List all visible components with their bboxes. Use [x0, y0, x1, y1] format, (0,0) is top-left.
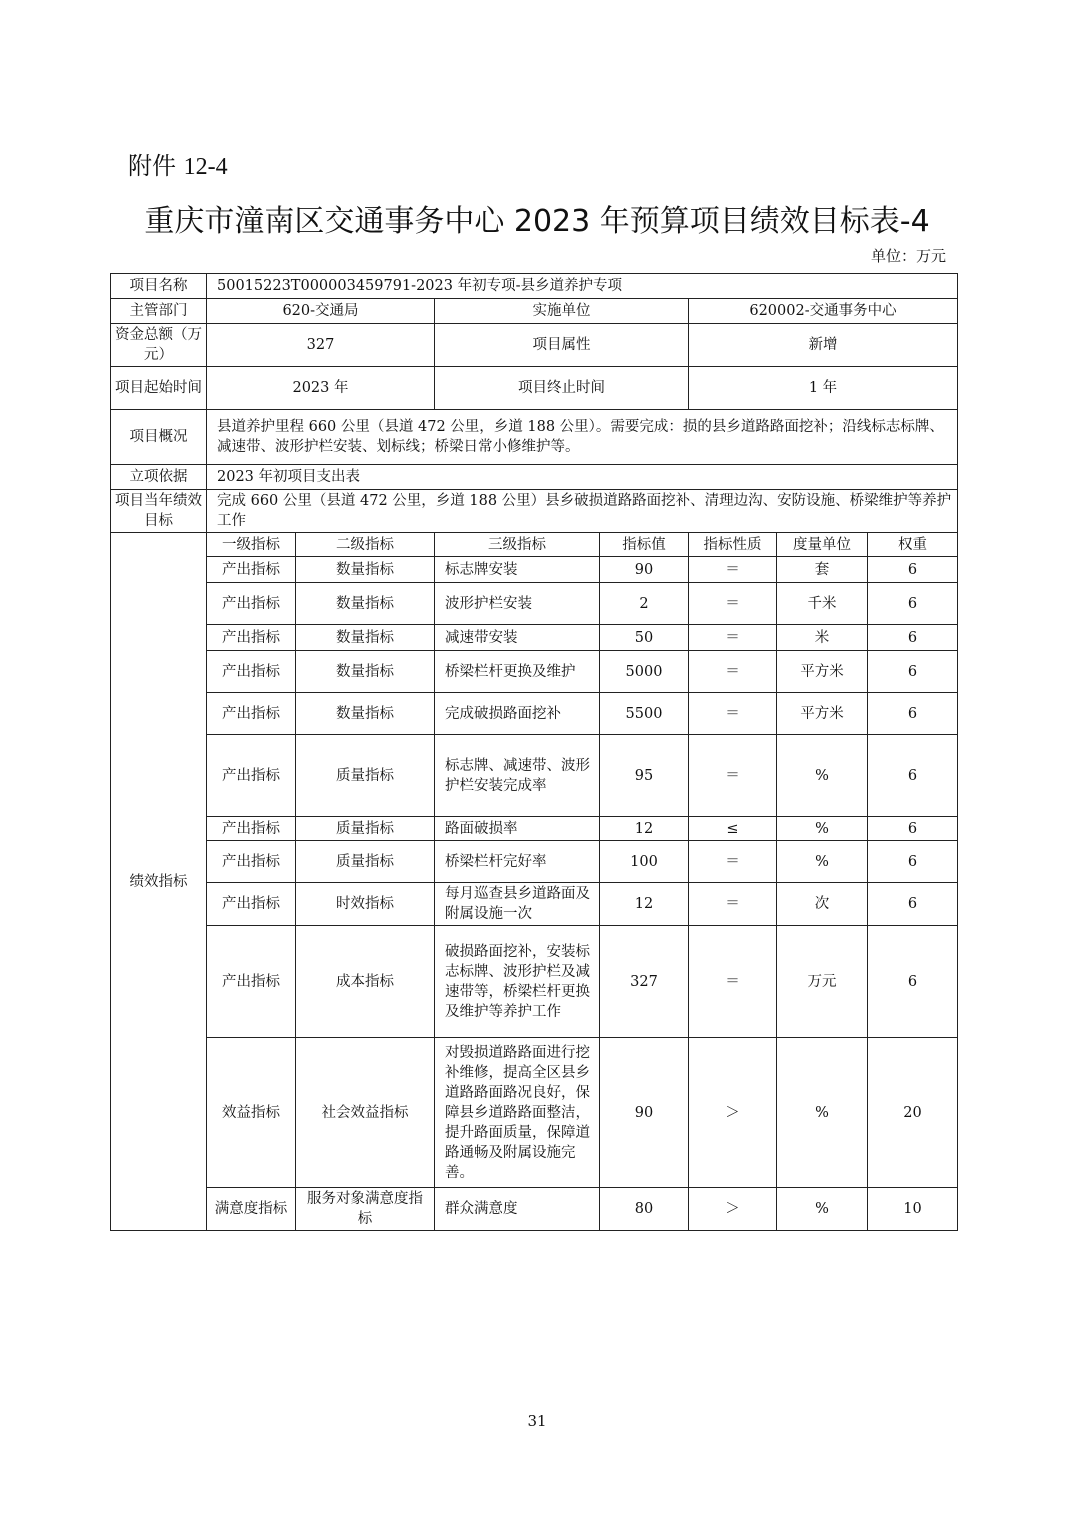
indicator-unit-cell: %	[777, 1188, 868, 1231]
indicator-unit-cell: %	[777, 735, 868, 817]
project-name-label: 项目名称	[111, 274, 207, 299]
indicator-l2-cell: 数量指标	[296, 651, 435, 693]
page-number: 31	[527, 1412, 547, 1430]
indicator-weight-cell: 6	[868, 926, 958, 1038]
row-basis	[111, 465, 958, 490]
basis-label: 立项依据	[111, 465, 207, 490]
col-header: 度量单位	[777, 533, 868, 557]
project-name-value: 50015223T000003459791-2023 年初专项-县乡道养护专项	[207, 274, 958, 299]
indicator-row	[111, 841, 958, 883]
indicator-l1-cell: 效益指标	[207, 1038, 296, 1188]
indicator-unit-cell: 次	[777, 883, 868, 926]
dept-label: 主管部门	[111, 299, 207, 324]
start-value: 2023 年	[207, 367, 435, 410]
indicator-l1-cell: 产出指标	[207, 817, 296, 841]
col-header: 一级指标	[207, 533, 296, 557]
indicator-l3-cell: 每月巡查县乡道路面及附属设施一次	[435, 883, 600, 926]
indicator-unit-cell: %	[777, 817, 868, 841]
indicator-l3-cell: 群众满意度	[435, 1188, 600, 1231]
overview-value: 县道养护里程 660 公里（县道 472 公里，乡道 188 公里）。需要完成：损的县乡道路路面挖补；沿线标志标牌、减速带、波形护栏安装、划标线；桥梁日常小修维护等。	[207, 410, 958, 465]
col-header: 三级指标	[435, 533, 600, 557]
performance-table	[110, 273, 958, 1231]
indicator-value-cell: 12	[600, 883, 689, 926]
indicator-value-cell: 2	[600, 583, 689, 625]
col-header: 指标值	[600, 533, 689, 557]
dept-value: 620-交通局	[207, 299, 435, 324]
indicator-nature-cell: ＝	[689, 883, 777, 926]
row-overview	[111, 410, 958, 465]
impl-unit-value: 620002-交通事务中心	[689, 299, 958, 324]
indicator-nature-cell: ＝	[689, 841, 777, 883]
indicator-unit-cell: 平方米	[777, 651, 868, 693]
indicator-l3-cell: 桥梁栏杆更换及维护	[435, 651, 600, 693]
fund-value: 327	[207, 324, 435, 367]
unit-note: 单位：万元	[870, 247, 946, 265]
indicator-value-cell: 90	[600, 557, 689, 583]
indicator-weight-cell: 6	[868, 625, 958, 651]
row-goal	[111, 490, 958, 533]
indicator-row	[111, 651, 958, 693]
indicator-l2-cell: 数量指标	[296, 693, 435, 735]
indicator-weight-cell: 6	[868, 817, 958, 841]
indicator-value-cell: 327	[600, 926, 689, 1038]
indicator-l2-cell: 质量指标	[296, 735, 435, 817]
indicator-unit-cell: 米	[777, 625, 868, 651]
indicator-l2-cell: 质量指标	[296, 817, 435, 841]
indicator-l1-cell: 产出指标	[207, 693, 296, 735]
indicator-l3-cell: 完成破损路面挖补	[435, 693, 600, 735]
indicator-value-cell: 95	[600, 735, 689, 817]
indicator-weight-cell: 6	[868, 883, 958, 926]
indicator-nature-cell: ＝	[689, 583, 777, 625]
attachment-number: 12-4	[183, 154, 228, 180]
indicator-row	[111, 557, 958, 583]
start-label: 项目起始时间	[111, 367, 207, 410]
end-value: 1 年	[689, 367, 958, 410]
indicator-weight-cell: 6	[868, 693, 958, 735]
indicator-l1-cell: 满意度指标	[207, 1188, 296, 1231]
indicator-nature-cell: ＝	[689, 625, 777, 651]
indicator-row	[111, 735, 958, 817]
indicator-l3-cell: 路面破损率	[435, 817, 600, 841]
attachment-prefix: 附件	[128, 152, 176, 180]
indicator-value-cell: 12	[600, 817, 689, 841]
page-title: 重庆市潼南区交通事务中心 2023 年预算项目绩效目标表-4	[144, 204, 930, 239]
indicator-unit-cell: 平方米	[777, 693, 868, 735]
indicator-row	[111, 1038, 958, 1188]
row-fund	[111, 324, 958, 367]
indicator-row	[111, 817, 958, 841]
indicator-weight-cell: 6	[868, 841, 958, 883]
end-label: 项目终止时间	[435, 367, 689, 410]
indicator-weight-cell: 20	[868, 1038, 958, 1188]
indicator-l2-cell: 质量指标	[296, 841, 435, 883]
indicator-value-cell: 90	[600, 1038, 689, 1188]
goal-label: 项目当年绩效目标	[111, 490, 207, 533]
indicator-row	[111, 583, 958, 625]
indicator-unit-cell: %	[777, 841, 868, 883]
indicator-unit-cell: 万元	[777, 926, 868, 1038]
row-project-name	[111, 274, 958, 299]
indicator-l2-cell: 数量指标	[296, 557, 435, 583]
col-header: 二级指标	[296, 533, 435, 557]
indicator-weight-cell: 6	[868, 583, 958, 625]
indicator-value-cell: 80	[600, 1188, 689, 1231]
indicator-header-row	[111, 533, 958, 557]
indicator-nature-cell: ≤	[689, 817, 777, 841]
indicator-l3-cell: 桥梁栏杆完好率	[435, 841, 600, 883]
indicator-weight-cell: 6	[868, 651, 958, 693]
indicator-unit-cell: %	[777, 1038, 868, 1188]
indicator-nature-cell: ＞	[689, 1188, 777, 1231]
indicator-l1-cell: 产出指标	[207, 557, 296, 583]
indicator-value-cell: 100	[600, 841, 689, 883]
row-dept	[111, 299, 958, 324]
attr-value: 新增	[689, 324, 958, 367]
overview-label: 项目概况	[111, 410, 207, 465]
indicator-row	[111, 926, 958, 1038]
indicator-l2-cell: 数量指标	[296, 583, 435, 625]
fund-label: 资金总额（万元）	[111, 324, 207, 367]
indicator-l2-cell: 社会效益指标	[296, 1038, 435, 1188]
indicator-l2-cell: 成本指标	[296, 926, 435, 1038]
attr-label: 项目属性	[435, 324, 689, 367]
basis-value: 2023 年初项目支出表	[207, 465, 958, 490]
indicator-value-cell: 50	[600, 625, 689, 651]
indicator-l1-cell: 产出指标	[207, 651, 296, 693]
row-time	[111, 367, 958, 410]
attachment-label	[128, 146, 228, 181]
indicator-l3-cell: 标志牌安装	[435, 557, 600, 583]
indicator-unit-cell: 千米	[777, 583, 868, 625]
indicator-l1-cell: 产出指标	[207, 883, 296, 926]
indicator-l3-cell: 标志牌、减速带、波形护栏安装完成率	[435, 735, 600, 817]
impl-unit-label: 实施单位	[435, 299, 689, 324]
indicator-weight-cell: 6	[868, 735, 958, 817]
indicator-l1-cell: 产出指标	[207, 625, 296, 651]
indicator-l1-cell: 产出指标	[207, 841, 296, 883]
indicator-l2-cell: 数量指标	[296, 625, 435, 651]
indicator-l3-cell: 减速带安装	[435, 625, 600, 651]
col-header: 指标性质	[689, 533, 777, 557]
indicator-nature-cell: ＝	[689, 735, 777, 817]
indicator-l2-cell: 服务对象满意度指标	[296, 1188, 435, 1231]
goal-value: 完成 660 公里（县道 472 公里，乡道 188 公里）县乡破损道路路面挖补、清理边沟、安防设施、桥梁维护等养护工作	[207, 490, 958, 533]
indicator-l1-cell: 产出指标	[207, 926, 296, 1038]
col-header: 权重	[868, 533, 958, 557]
indicator-row	[111, 883, 958, 926]
indicator-weight-cell: 6	[868, 557, 958, 583]
indicator-l1-cell: 产出指标	[207, 583, 296, 625]
indicator-l3-cell: 破损路面挖补，安装标志标牌、波形护栏及减速带等，桥梁栏杆更换及维护等养护工作	[435, 926, 600, 1038]
indicators-section-label: 绩效指标	[111, 533, 207, 1231]
indicator-l1-cell: 产出指标	[207, 735, 296, 817]
indicator-nature-cell: ＝	[689, 557, 777, 583]
indicator-weight-cell: 10	[868, 1188, 958, 1231]
indicator-l2-cell: 时效指标	[296, 883, 435, 926]
indicator-value-cell: 5500	[600, 693, 689, 735]
indicator-nature-cell: ＝	[689, 693, 777, 735]
indicator-l3-cell: 对毁损道路路面进行挖补维修，提高全区县乡道路路面路况良好，保障县乡道路路面整洁，提升路面质量，保障道路通畅及附属设施完善。	[435, 1038, 600, 1188]
indicator-value-cell: 5000	[600, 651, 689, 693]
indicator-row	[111, 1188, 958, 1231]
indicator-nature-cell: ＞	[689, 1038, 777, 1188]
indicator-row	[111, 693, 958, 735]
indicator-nature-cell: ＝	[689, 926, 777, 1038]
indicator-row	[111, 625, 958, 651]
indicator-nature-cell: ＝	[689, 651, 777, 693]
indicator-unit-cell: 套	[777, 557, 868, 583]
indicator-l3-cell: 波形护栏安装	[435, 583, 600, 625]
